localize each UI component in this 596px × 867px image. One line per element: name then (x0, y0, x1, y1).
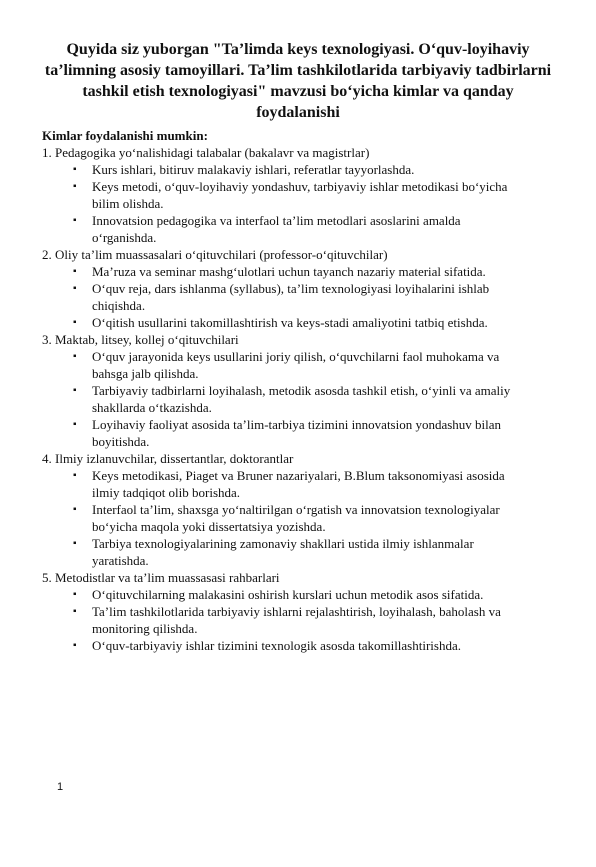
section-heading: 3. Maktab, litsey, kollej o‘qituvchilari (42, 332, 239, 347)
bullet-list (42, 467, 562, 569)
bullet-list (42, 263, 562, 331)
item-line: ▪ O‘quv jarayonida keys usullarini joriy qilish, o‘quvchilarni faol muhokama va (92, 349, 500, 364)
list-item (42, 263, 562, 280)
item-line: ▪ Interfaol ta’lim, shaxsga yo‘naltirilgan o‘rgatish va innovatsion texnologiyalar (92, 502, 500, 517)
list-item (42, 178, 562, 212)
page-number: 1 (57, 781, 64, 793)
list-item (42, 382, 562, 416)
list-item (42, 348, 562, 382)
item-line: bo‘yicha maqola yoki dissertatsiya yozishda. (92, 519, 326, 534)
bullet-list (42, 348, 562, 450)
item-line: ▪ O‘qituvchilarning malakasini oshirish kurslari uchun metodik asos sifatida. (92, 587, 484, 602)
document-title (28, 39, 568, 123)
item-line: ▪ O‘quv reja, dars ishlanma (syllabus), ta’lim texnologiyasi loyihalarini ishlab (92, 281, 490, 296)
list-item (42, 637, 562, 654)
list-item (42, 467, 562, 501)
item-line: o‘rganishda. (92, 230, 157, 245)
audience-section (42, 569, 562, 654)
item-line: ▪ Keys metodikasi, Piaget va Bruner nazariyalari, B.Blum taksonomiyasi asosida (92, 468, 505, 483)
item-line: ▪ Loyihaviy faoliyat asosida ta’lim-tarbiya tizimini innovatsion yondashuv bilan (92, 417, 502, 432)
title-line: ta’limning asosiy tamoyillari. Ta’lim tashkilotlarida tarbiyaviy tadbirlarni (44, 62, 552, 79)
title-line: Quyida siz yuborgan "Ta’limda keys texnologiyasi. O‘quv-loyihaviy (66, 41, 530, 58)
item-line: ▪ O‘quv-tarbiyaviy ishlar tizimini texnologik asosda takomillashtirishda. (92, 638, 461, 653)
document-body (42, 127, 562, 654)
section-heading: 4. Ilmiy izlanuvchilar, dissertantlar, doktorantlar (42, 451, 294, 466)
item-line: ▪ Innovatsion pedagogika va interfaol ta’lim metodlari asoslarini amalda (92, 213, 461, 228)
item-line: chiqishda. (92, 298, 146, 313)
item-line: monitoring qilishda. (92, 621, 198, 636)
section-heading: 5. Metodistlar va ta’lim muassasasi rahbarlari (42, 570, 280, 585)
title-line: foydalanishi (256, 104, 340, 121)
audience-section (42, 450, 562, 569)
bullet-list (42, 161, 562, 246)
item-line: ilmiy tadqiqot olib borishda. (92, 485, 241, 500)
item-line: ▪ Ta’lim tashkilotlarida tarbiyaviy ishlarni rejalashtirish, loyihalash, baholash va (92, 604, 501, 619)
item-line: yaratishda. (92, 553, 149, 568)
item-line: ▪ Tarbiyaviy tadbirlarni loyihalash, metodik asosda tashkil etish, o‘yinli va amaliy (92, 383, 511, 398)
item-line: ▪ Tarbiya texnologiyalarining zamonaviy shakllari ustida ilmiy ishlanmalar (92, 536, 474, 551)
item-line: ▪ Keys metodi, o‘quv-loyihaviy yondashuv, tarbiyaviy ishlar metodikasi bo‘yicha (92, 179, 508, 194)
bullet-list (42, 586, 562, 654)
list-item (42, 603, 562, 637)
item-line: boyitishda. (92, 434, 150, 449)
section-subtitle: Kimlar foydalanishi mumkin: (42, 128, 208, 143)
item-line: ▪ Kurs ishlari, bitiruv malakaviy ishlari, referatlar tayyorlashda. (92, 162, 415, 177)
list-item (42, 212, 562, 246)
audience-section (42, 144, 562, 246)
item-line: shakllarda o‘tkazishda. (92, 400, 212, 415)
item-line: ▪ O‘qitish usullarini takomillashtirish va keys-stadi amaliyotini tatbiq etishda. (92, 315, 488, 330)
item-line: ▪ Ma’ruza va seminar mashg‘ulotlari uchun tayanch nazariy material sifatida. (92, 264, 486, 279)
section-heading: 2. Oliy ta’lim muassasalari o‘qituvchilari (professor-o‘qituvchilar) (42, 247, 388, 262)
audience-section (42, 246, 562, 331)
audience-section (42, 331, 562, 450)
list-item (42, 586, 562, 603)
list-item (42, 280, 562, 314)
section-heading: 1. Pedagogika yo‘nalishidagi talabalar (bakalavr va magistrlar) (42, 145, 370, 160)
item-line: bilim olishda. (92, 196, 164, 211)
list-item (42, 535, 562, 569)
title-line: tashkil etish texnologiyasi" mavzusi bo‘yicha kimlar va qanday (82, 83, 514, 100)
list-item (42, 501, 562, 535)
list-item (42, 161, 562, 178)
list-item (42, 314, 562, 331)
item-line: bahsga jalb qilishda. (92, 366, 199, 381)
list-item (42, 416, 562, 450)
